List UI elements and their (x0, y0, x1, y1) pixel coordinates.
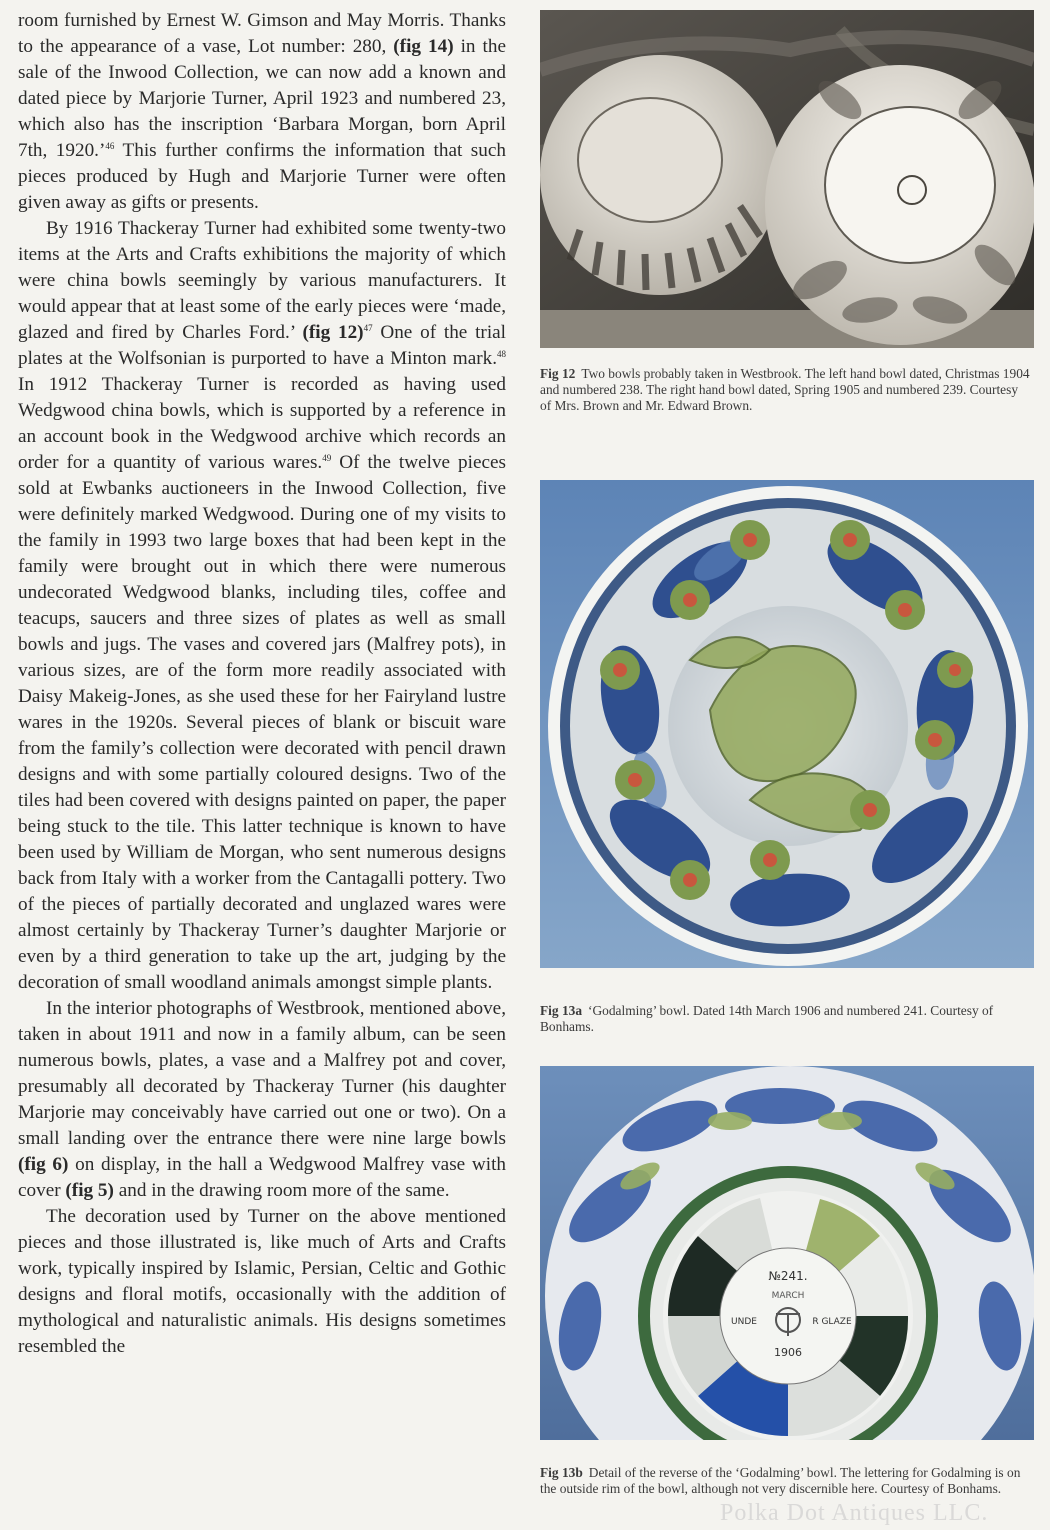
fig-label: Fig 13a (540, 1003, 583, 1018)
fig-reference: (fig 12) (302, 322, 364, 343)
fig-label: Fig 12 (540, 366, 576, 381)
caption-text: Two bowls probably taken in Westbrook. The left hand bowl dated, Christmas 1904 and numbered 238. The right hand bowl dated, Spring 1905 and numbered 239. Courtesy of Mrs. Brown and Mr. Edward Brown. (540, 366, 1030, 413)
fig-reference: (fig 5) (65, 1180, 114, 1201)
footnote-marker: 48 (497, 349, 506, 359)
watermark: Polka Dot Antiques LLC. (720, 1500, 989, 1526)
fig-reference: (fig 14) (393, 36, 454, 57)
mark-number: №241. (768, 1269, 808, 1283)
paragraph-4: The decoration used by Turner on the above mentioned pieces and those illustrated is, like much of Arts and Crafts work, typically inspired by Islamic, Persian, Celtic and Gothic designs and floral motifs, occasionally with the addition of mythological and naturalistic animals. His designs sometimes resembled the (18, 1206, 506, 1357)
caption-text: Detail of the reverse of the ‘Godalming’ bowl. The lettering for Godalming is on the outside rim of the bowl, although not very discernible here. Courtesy of Bonhams. (540, 1465, 1021, 1496)
fig12-photo (540, 10, 1034, 348)
footnote-marker: 46 (105, 141, 115, 151)
article-text-column (18, 8, 506, 1360)
fig13a-caption (540, 1003, 1030, 1035)
mark-month: MARCH (771, 1291, 805, 1301)
mark-glaze: R GLAZE (812, 1317, 852, 1327)
fig-reference: (fig 6) (18, 1154, 69, 1175)
paragraph-2: By 1916 Thackeray Turner had exhibited some twenty-two items at the Arts and Crafts exhibitions the majority of which were china bowls seemingly by various manufacturers. It would appear that at least some of the early pieces were ‘made, glazed and fired by Charles Ford.’ (fig 12)$^{47}$ One of the trial plates at the Wolfsonian is purported to have a Minton mark.$^{48}$ In 1912 Thackeray Turner is recorded as having used Wedgwood china bowls, which is supported by a reference in an account book in the Wedgwood archive which records an order for a quantity of various wares.$^{49}$ Of the twelve pieces sold at Ewbanks auctioneers in the Inwood Collection, five were definitely marked Wedgwood. During one of my visits to the family in 1993 two large boxes that had been kept in the family were brought out in which there were numerous undecorated Wedgwood blanks, including tiles, coffee and teacups, saucers and three sizes of plates as well as small bowls and jugs. The vases and covered jars (Malfrey pots), in various sizes, are of the form more readily associated with Daisy Makeig-Jones, as she used these for her Fairyland lustre wares in the 1920s. Several pieces of blank or biscuit ware from the family’s collection were decorated with pencil drawn designs and with some partially coloured designs. Two of the tiles had been covered with designs painted on paper, the paper being stuck to the tile. This latter technique is known to have been used by William de Morgan, who sent numerous designs back from Italy with a worker from the Cantagalli pottery. Two of the pieces of partially decorated and unglazed wares were almost certainly by Thackeray Turner’s daughter Marjorie or even by a third generation to take up the art, judging by the decoration of small woodland animals amongst simple plants. (18, 218, 506, 993)
paragraph-3: In the interior photographs of Westbrook, mentioned above, taken in about 1911 and now in a family album, can be seen numerous bowls, plates, a vase and a Malfrey pot and cover, presumably all decorated by Thackeray Turner (his daughter Marjorie may conceivably have carried out one or two). On a small landing over the entrance there were nine large bowls (fig 6) on display, in the hall a Wedgwood Malfrey vase with cover (fig 5) and in the drawing room more of the same. (18, 998, 507, 1201)
fig13a-photo (540, 480, 1034, 968)
mark-under: UNDE (731, 1317, 757, 1327)
footnote-marker: 47 (363, 323, 373, 333)
fig-label: Fig 13b (540, 1465, 583, 1480)
caption-text: ‘Godalming’ bowl. Dated 14th March 1906 and numbered 241. Courtesy of Bonhams. (540, 1003, 994, 1034)
fig12-caption (540, 366, 1030, 414)
mark-year: 1906 (774, 1346, 802, 1359)
fig13b-caption (540, 1465, 1030, 1497)
fig13b-photo (540, 1066, 1034, 1440)
footnote-marker: 49 (322, 453, 332, 463)
paragraph-1: room furnished by Ernest W. Gimson and May Morris. Thanks to the appearance of a vase, Lot number: 280, (fig 14) in the sale of the Inwood Collection, we can now add a known and dated piece by Marjorie Turner, April 1923 and numbered 23, which also has the inscription ‘Barbara Morgan, born April 7th, 1920.’$^{46}$ This further confirms the information that such pieces produced by Hugh and Marjorie Turner were often given away as gifts or presents. (18, 10, 506, 213)
